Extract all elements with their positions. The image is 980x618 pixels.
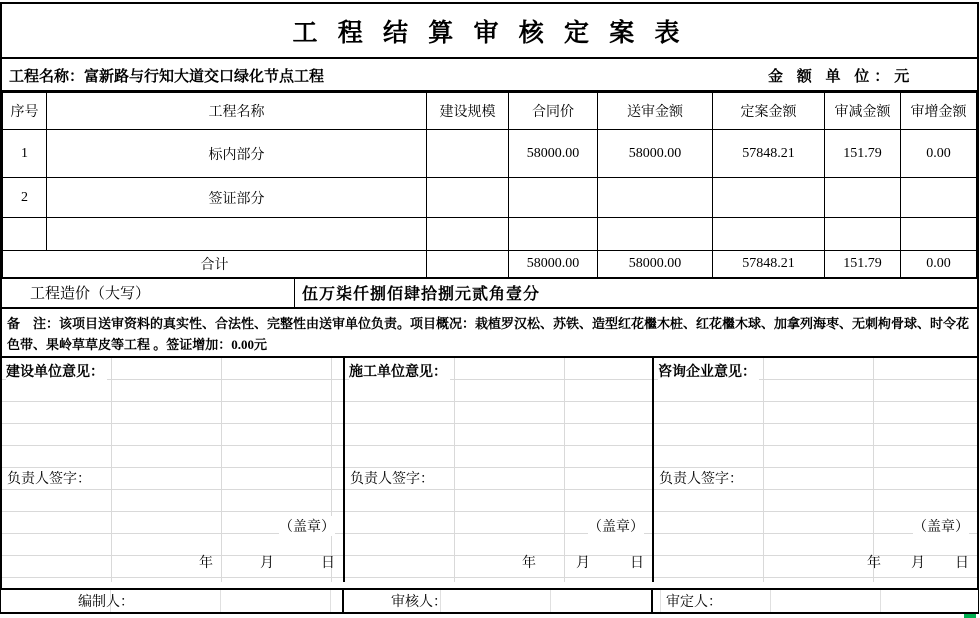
- cell-name[interactable]: 签证部分: [47, 178, 427, 218]
- reviewer-label: 审核人：: [391, 595, 447, 610]
- footer-row: [0, 590, 979, 614]
- header-reduced-amount: 审减金额: [825, 93, 901, 130]
- cell-contract[interactable]: [509, 218, 598, 251]
- cell-finalized[interactable]: 57848.21: [713, 130, 825, 178]
- signature-label: 负责人签字：: [350, 468, 434, 488]
- cell-scale[interactable]: [427, 130, 509, 178]
- total-contract: 58000.00: [509, 251, 598, 278]
- cell-contract[interactable]: [509, 178, 598, 218]
- info-row: [2, 59, 977, 92]
- page-title: 工 程 结 算 审 核 定 案 表: [2, 4, 977, 59]
- total-submitted: 58000.00: [598, 251, 713, 278]
- total-row: [3, 251, 977, 278]
- remark-text: 备 注：该项目送审资料的真实性、合法性、完整性由送审单位负责。项目概况：栽植罗汉松、苏铁、造型红花檵木桩、红花檵木球、加拿列海枣、无刺枸骨球、时令花色带、果岭草草皮等工程 。签证增加：0.00元: [2, 309, 977, 358]
- cell-finalized[interactable]: [713, 178, 825, 218]
- opinion-title: 施工单位意见：: [349, 361, 450, 381]
- cell-reduced[interactable]: [825, 178, 901, 218]
- form-border: [0, 2, 979, 590]
- opinion-contractor-unit[interactable]: [345, 358, 654, 582]
- date-year-label: 年: [199, 555, 213, 571]
- total-reduced: 151.79: [825, 251, 901, 278]
- approver-cell[interactable]: [653, 590, 978, 612]
- opinions-section: [2, 358, 977, 582]
- cell-finalized[interactable]: [713, 218, 825, 251]
- opinion-consulting-firm[interactable]: [654, 358, 977, 582]
- total-finalized: 57848.21: [713, 251, 825, 278]
- header-seq: 序号: [3, 93, 47, 130]
- preparer-cell[interactable]: [1, 590, 344, 612]
- total-scale[interactable]: [427, 251, 509, 278]
- approver-label: 审定人：: [666, 595, 722, 610]
- cell-contract[interactable]: 58000.00: [509, 130, 598, 178]
- amount-in-words-label: 工程造价（大写）: [2, 279, 295, 307]
- cell-submitted[interactable]: [598, 178, 713, 218]
- cell-scale[interactable]: [427, 178, 509, 218]
- cell-increased[interactable]: 0.00: [901, 130, 977, 178]
- header-finalized-amount: 定案金额: [713, 93, 825, 130]
- signature-label: 负责人签字：: [7, 468, 91, 488]
- preparer-label: 编制人：: [78, 595, 134, 610]
- cell-reduced[interactable]: 151.79: [825, 130, 901, 178]
- cell-submitted[interactable]: 58000.00: [598, 130, 713, 178]
- date-fields: [152, 552, 335, 572]
- table-row: [3, 218, 977, 251]
- signature-label: 负责人签字：: [659, 468, 743, 488]
- opinion-construction-unit[interactable]: [2, 358, 345, 582]
- settlement-table: [2, 92, 977, 279]
- header-submitted-amount: 送审金额: [598, 93, 713, 130]
- opinion-title: 咨询企业意见：: [658, 361, 759, 381]
- amount-in-words-value: 伍万柒仟捌佰肆拾捌元贰角壹分: [302, 286, 541, 303]
- amount-in-words-row: [2, 279, 977, 309]
- date-month-label: 月: [576, 555, 590, 571]
- stamp-label: （盖章）: [588, 516, 644, 536]
- cell-increased[interactable]: [901, 178, 977, 218]
- date-year-label: 年: [867, 555, 881, 571]
- date-month-label: 月: [260, 555, 274, 571]
- stamp-label: （盖章）: [279, 516, 335, 536]
- cell-submitted[interactable]: [598, 218, 713, 251]
- cell-seq[interactable]: 1: [3, 130, 47, 178]
- cell-increased[interactable]: [901, 218, 977, 251]
- cell-name[interactable]: [47, 218, 427, 251]
- date-fields: [482, 552, 644, 572]
- table-header-row: [3, 93, 977, 130]
- header-project-name: 工程名称: [47, 93, 427, 130]
- cell-seq[interactable]: 2: [3, 178, 47, 218]
- date-day-label: 日: [321, 555, 335, 571]
- cell-name[interactable]: 标内部分: [47, 130, 427, 178]
- date-day-label: 日: [955, 555, 969, 571]
- total-label: 合计: [3, 251, 427, 278]
- date-day-label: 日: [630, 555, 644, 571]
- total-increased: 0.00: [901, 251, 977, 278]
- date-year-label: 年: [522, 555, 536, 571]
- stamp-label: （盖章）: [913, 516, 969, 536]
- amount-unit-label: 金 额 单 位：元: [768, 69, 915, 85]
- cell-scale[interactable]: [427, 218, 509, 251]
- header-contract-price: 合同价: [509, 93, 598, 130]
- header-scale: 建设规模: [427, 93, 509, 130]
- project-name-label: 工程名称：富新路与行知大道交口绿化节点工程: [9, 69, 325, 85]
- header-increased-amount: 审增金额: [901, 93, 977, 130]
- date-month-label: 月: [911, 555, 925, 571]
- cell-seq[interactable]: [3, 218, 47, 251]
- cell-reduced[interactable]: [825, 218, 901, 251]
- table-row: [3, 130, 977, 178]
- opinion-title: 建设单位意见：: [6, 361, 107, 381]
- table-row: [3, 178, 977, 218]
- reviewer-cell[interactable]: [344, 590, 653, 612]
- cell-selection-artifact: [964, 614, 976, 618]
- date-fields: [837, 552, 969, 572]
